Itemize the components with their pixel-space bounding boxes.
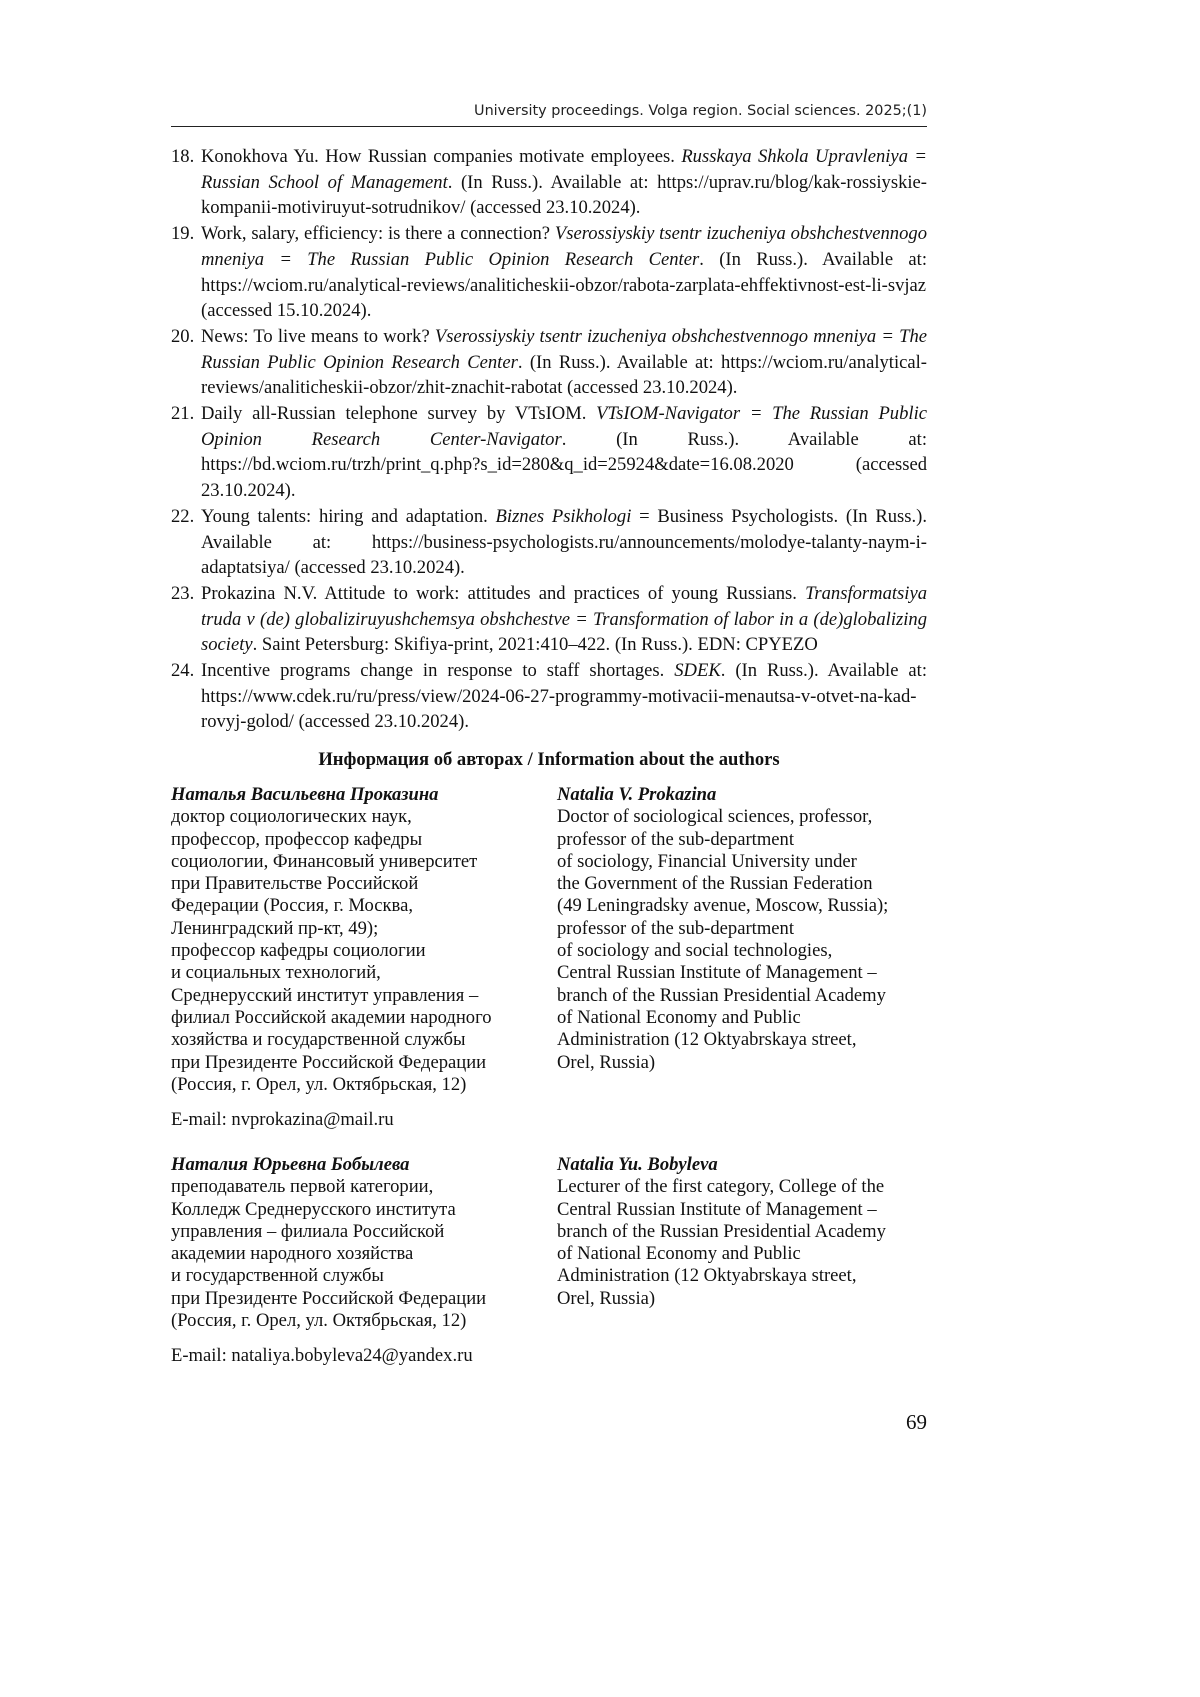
reference-item-22 bbox=[171, 504, 927, 581]
author-info-line: хозяйства и государственной службы bbox=[171, 1029, 466, 1051]
reference-number: 23. bbox=[171, 582, 195, 604]
author-name-en: Natalia Yu. Bobyleva bbox=[557, 1154, 718, 1175]
author-info-line: Колледж Среднерусского института bbox=[171, 1198, 456, 1220]
author-info-line: управления – филиала Российской bbox=[171, 1220, 445, 1242]
reference-details: . Saint Petersburg: Skifiya-print, 2021:410–422. (In Russ.). EDN: CPYEZO bbox=[252, 634, 818, 656]
reference-details: . (In Russ.). Available at: https://uprav.ru/blog/kak-rossiyskie-kompanii-motiviruyut-sotrudnikov/ (accessed 23.10.2024). bbox=[201, 171, 927, 219]
reference-text bbox=[201, 401, 927, 504]
author-info-line: доктор социологических наук, bbox=[171, 806, 412, 828]
author-info-line: Федерации (Россия, г. Москва, bbox=[171, 895, 413, 917]
reference-details: . (In Russ.). Available at: https://bd.wciom.ru/trzh/print_q.php?s_id=280&q_id=25924&date=16.08.2020 (accessed 23.10.2024). bbox=[201, 428, 927, 502]
author-info-line: при Правительстве Российской bbox=[171, 873, 419, 895]
author-info-line: Ленинградский пр-кт, 49); bbox=[171, 917, 379, 939]
author-info-line: социологии, Финансовый университет bbox=[171, 850, 478, 872]
author-info-line: of National Economy and Public bbox=[557, 1006, 801, 1028]
reference-text bbox=[201, 581, 927, 658]
reference-number: 20. bbox=[171, 325, 195, 347]
page-number: 69 bbox=[906, 1410, 927, 1434]
author-info-line: branch of the Russian Presidential Academy bbox=[557, 1220, 886, 1242]
reference-number: 24. bbox=[171, 660, 195, 682]
author-info-line: Administration (12 Oktyabrskaya street, bbox=[557, 1029, 857, 1051]
reference-text bbox=[201, 324, 927, 401]
author-info-line: и государственной службы bbox=[171, 1265, 384, 1287]
reference-details: . (In Russ.). Available at: https://wciom.ru/analytical-reviews/analiticheskii-obzor/rabota-zarplata-ehffektivnost-est-li-svjaz (accessed 15.10.2024). bbox=[201, 248, 927, 322]
author-info-line: Administration (12 Oktyabrskaya street, bbox=[557, 1265, 857, 1287]
author-info-line: (Россия, г. Орел, ул. Октябрьская, 12) bbox=[171, 1073, 467, 1095]
reference-source: Vserossiyskiy tsentr izucheniya obshchestvennogo mneniya = The Russian Public Opinion Research Center bbox=[201, 325, 928, 373]
author-1-info-en bbox=[557, 784, 927, 1074]
reference-item-23 bbox=[171, 581, 927, 658]
author-info-line: Central Russian Institute of Management – bbox=[557, 1198, 877, 1220]
author-info-line: Doctor of sociological sciences, professor, bbox=[557, 806, 873, 828]
author-name-en: Natalia V. Prokazina bbox=[557, 784, 717, 805]
reference-item-24 bbox=[171, 658, 927, 735]
author-info-line: the Government of the Russian Federation bbox=[557, 873, 873, 895]
author-info-line: профессор, профессор кафедры bbox=[171, 828, 423, 850]
reference-text bbox=[201, 658, 927, 735]
reference-source: Vserossiyskiy tsentr izucheniya obshchestvennogo mneniya = The Russian Public Opinion Research Center bbox=[201, 223, 927, 270]
reference-text bbox=[201, 144, 927, 221]
author-info-line: преподаватель первой категории, bbox=[171, 1176, 434, 1198]
reference-source: SDEK bbox=[674, 660, 721, 682]
header-rule bbox=[171, 126, 927, 127]
author-info-line: professor of the sub-department bbox=[557, 828, 794, 850]
reference-list bbox=[171, 144, 927, 735]
reference-source: Transformatsiya truda v (de) globaliziruyushchemsya obshchestve = Transformation of labor in a (de)globalizing society bbox=[201, 582, 927, 656]
running-head: University proceedings. Volga region. Social sciences. 2025;(1) bbox=[474, 103, 927, 119]
author-1-email: E-mail: nvprokazina@mail.ru bbox=[171, 1109, 394, 1130]
author-2-info-en bbox=[557, 1154, 927, 1310]
reference-number: 18. bbox=[171, 146, 195, 167]
reference-details: . (In Russ.). Available at: https://www.cdek.ru/ru/press/view/2024-06-27-programmy-motivacii-menautsa-v-otvet-na-kad-rovyj-golod/ (accessed 23.10.2024). bbox=[201, 660, 927, 733]
author-info-line: Orel, Russia) bbox=[557, 1287, 656, 1309]
author-info-line: филиал Российской академии народного bbox=[171, 1006, 492, 1028]
reference-source: VTsIOM-Navigator = The Russian Public Opinion Research Center-Navigator bbox=[201, 403, 927, 450]
reference-authors-title: Daily all-Russian telephone survey by VTsIOM. bbox=[201, 403, 597, 425]
reference-details: = Business Psychologists. (In Russ.). Available at: https://business-psychologists.ru/announcements/molodye-talanty-naym-i-adaptatsiya/ (accessed 23.10.2024). bbox=[201, 505, 927, 579]
author-info-line: (Россия, г. Орел, ул. Октябрьская, 12) bbox=[171, 1310, 467, 1332]
reference-authors-title: News: To live means to work? bbox=[201, 325, 435, 347]
author-info-line: of sociology and social technologies, bbox=[557, 940, 833, 962]
reference-number: 22. bbox=[171, 505, 195, 527]
author-info-line: Orel, Russia) bbox=[557, 1051, 656, 1073]
reference-item-19 bbox=[171, 221, 927, 324]
author-2-info-ru bbox=[171, 1154, 541, 1332]
author-info-line: при Президенте Российской Федерации bbox=[171, 1051, 487, 1073]
author-info-line: (49 Leningradsky avenue, Moscow, Russia); bbox=[557, 895, 889, 917]
author-info-line: академии народного хозяйства bbox=[171, 1243, 414, 1265]
reference-authors-title: Work, salary, efficiency: is there a connection? bbox=[201, 223, 555, 245]
reference-item-18 bbox=[171, 144, 927, 221]
reference-item-20 bbox=[171, 324, 927, 401]
author-2-email: E-mail: nataliya.bobyleva24@yandex.ru bbox=[171, 1345, 473, 1366]
author-1-info-ru bbox=[171, 784, 541, 1096]
author-info-line: of sociology, Financial University under bbox=[557, 850, 857, 872]
reference-authors-title: Young talents: hiring and adaptation. bbox=[201, 505, 496, 527]
author-info-line: Central Russian Institute of Management – bbox=[557, 962, 877, 984]
author-info-line: branch of the Russian Presidential Academy bbox=[557, 984, 886, 1006]
reference-authors-title: Incentive programs change in response to staff shortages. bbox=[201, 660, 675, 682]
author-info-line: professor of the sub-department bbox=[557, 917, 794, 939]
reference-source: Russkaya Shkola Upravleniya = Russian School of Management bbox=[201, 146, 927, 193]
author-info-line: Lecturer of the first category, College of the bbox=[557, 1176, 885, 1198]
author-name-ru: Наталья Васильевна Проказина bbox=[171, 784, 439, 805]
author-info-line: профессор кафедры социологии bbox=[171, 940, 426, 962]
author-info-line: of National Economy and Public bbox=[557, 1243, 801, 1265]
authors-section-title: Информация об авторах / Information about the authors bbox=[318, 749, 780, 770]
reference-item-21 bbox=[171, 401, 927, 504]
reference-source: Biznes Psikhologi bbox=[495, 505, 632, 527]
reference-text bbox=[201, 504, 927, 581]
reference-authors-title: Prokazina N.V. Attitude to work: attitudes and practices of young Russians. bbox=[201, 582, 806, 604]
reference-authors-title: Konokhova Yu. How Russian companies motivate employees. bbox=[201, 146, 682, 167]
reference-number: 21. bbox=[171, 403, 195, 425]
reference-text bbox=[201, 221, 927, 324]
reference-number: 19. bbox=[171, 223, 195, 245]
author-name-ru: Наталия Юрьевна Бобылева bbox=[171, 1154, 410, 1175]
author-info-line: при Президенте Российской Федерации bbox=[171, 1287, 487, 1309]
author-info-line: и социальных технологий, bbox=[171, 962, 381, 984]
reference-details: . (In Russ.). Available at: https://wciom.ru/analytical-reviews/analiticheskii-obzor/zhit-znachit-rabotat (accessed 23.10.2024). bbox=[201, 351, 927, 399]
author-info-line: Среднерусский институт управления – bbox=[171, 984, 479, 1006]
